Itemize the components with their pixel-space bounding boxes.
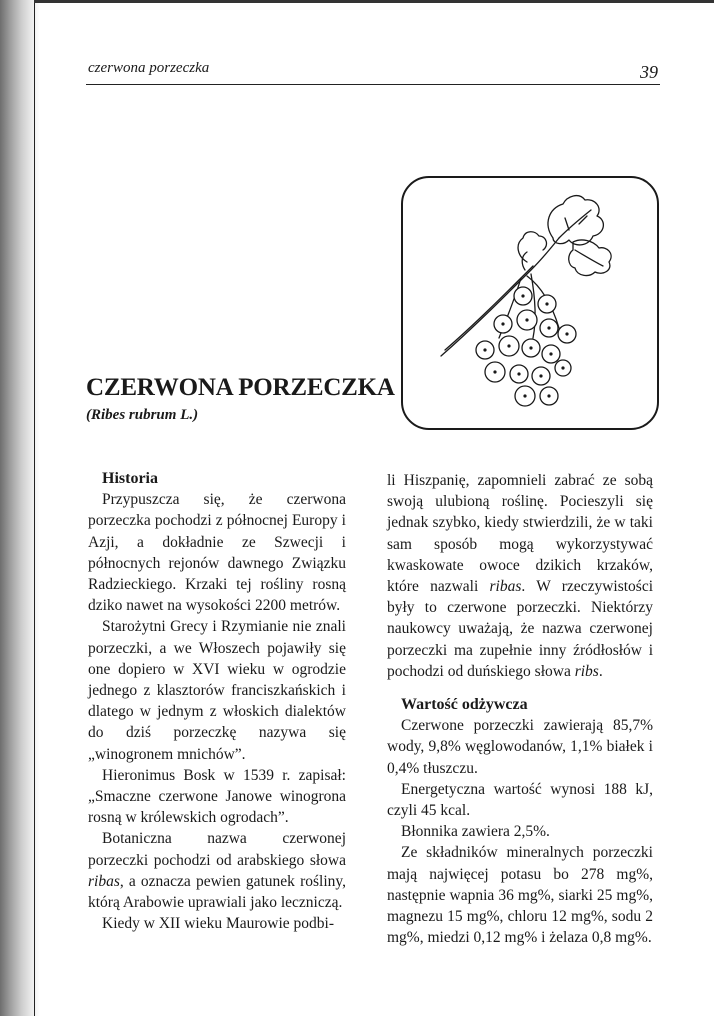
paragraph: Energetyczna wartość wynosi 188 kJ, czyli 45 kcal. (387, 780, 653, 820)
paragraph-continued: li Hiszpanię, zapomnieli zabrać ze sobą swoją ulubioną roślinę. Pocieszyli się jednak szybko, kiedy stwierdzili, że w taki sam sposób mogą wykorzystywać kwaskowate owoce dzikich krzaków, które nazwali ribas. W rzeczywistości były to czerwone porzeczki. Niektórzy naukowcy uważają, że nazwa czerwonej porzeczki ma zupełnie inny źródłosłów i pochodzi od duńskiego słowa ribs. (387, 472, 654, 680)
page-top-edge (34, 0, 714, 3)
latin-name: (Ribes rubrum L.) (86, 407, 199, 423)
left-column (88, 468, 346, 934)
paragraph: Botaniczna nazwa czerwonej porzeczki pochodzi od arabskiego słowa ribas, a oznacza pewien gatunek rośliny, którą Arabowie uprawiali jako leczniczą. (88, 830, 346, 912)
page-edge-line (34, 0, 35, 1016)
page-number: 39 (640, 62, 658, 82)
article-title: CZERWONA PORZECZKA (86, 374, 395, 401)
paragraph: Czerwone porzeczki zawierają 85,7% wody, 9,8% węglowodanów, 1,1% białek i 0,4% tłuszczu. (387, 717, 653, 777)
paragraph: Ze składników mineralnych porzeczki mają najwięcej potasu bo 278 mg%, następnie wapnia 36 mg%, siarki 25 mg%, magnezu 15 mg%, chloru 12 mg%, sodu 2 mg%, miedzi 0,12 mg% i żelaza 0,8 mg%. (387, 844, 653, 947)
running-title: czerwona porzeczka (88, 60, 210, 76)
illustration-frame (401, 176, 659, 430)
header-rule (86, 84, 660, 85)
paragraph: Kiedy w XII wieku Maurowie podbi- (102, 915, 335, 933)
paragraph: Przypuszcza się, że czerwona porzeczka pochodzi z północnej Europy i Azji, a dokładnie ze Szwecji i północnych rejonów dawnego Związku Radzieckiego. Krzaki tej rośliny rosną dziko nawet na wysokości 2200 metrów. (88, 491, 346, 615)
right-column (387, 470, 653, 948)
paragraph: Hieronimus Bosk w 1539 r. zapisał: „Smaczne czerwone Janowe winogrona rosną w królewskich ogrodach”. (88, 766, 346, 827)
section-heading-nutrition: Wartość odżywcza (401, 696, 528, 714)
red-currant-branch-icon (403, 178, 657, 428)
paragraph: Błonnika zawiera 2,5%. (401, 823, 550, 841)
section-heading-historia: Historia (102, 470, 158, 487)
paragraph: Starożytni Grecy i Rzymianie nie znali porzeczki, a we Włoszech pojawiły się one dopiero w XVI wieku w ogrodzie jednego z klasztorów franciszkańskich i dlatego w jednym z włoskich dialektów do dziś porzeczkę nazywa się „winogronem mnichów”. (88, 618, 346, 763)
